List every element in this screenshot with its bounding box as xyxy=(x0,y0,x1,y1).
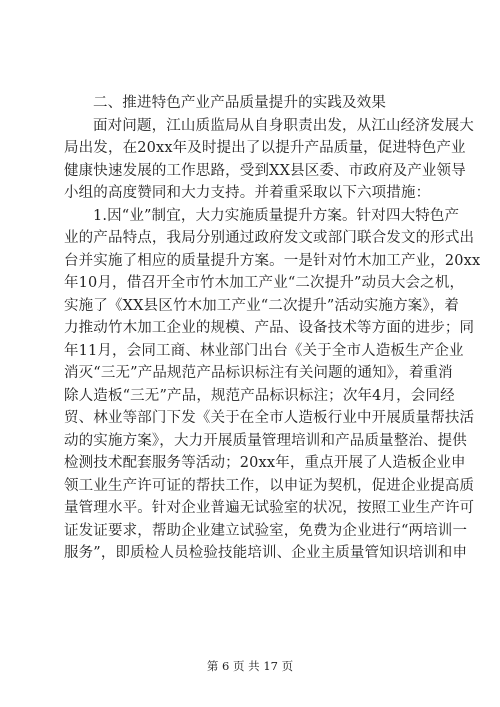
text-line: 力推动竹木加工企业的规模、产品、设备技术等方面的进步；同 xyxy=(64,320,475,336)
text-line: 年10月，借召开全市竹木加工产业“二次提升”动员大会之机， xyxy=(64,275,465,291)
page-footer: 第 6 页 共 17 页 xyxy=(206,659,294,673)
text-line: 除人造板“三无”产品，规范产品标识标注；次年4月，会同经 xyxy=(64,387,455,404)
text-line: 年11月，会同工商、林业部门出台《关于全市人造板生产企业 xyxy=(64,342,464,359)
text-line: 实施了《XX县区竹木加工产业“二次提升”活动实施方案》，着 xyxy=(64,297,460,314)
text-line: 动的实施方案》，大力开展质量管理培训和产品质量整治、提供 xyxy=(64,432,467,449)
text-line: 量管理水平。针对企业普遍无试验室的状况，按照工业生产许可 xyxy=(64,500,475,516)
paragraph-intro xyxy=(64,115,474,205)
text-line: 贸、林业等部门下发《关于在全市人造板行业中开展质量帮扶活 xyxy=(64,410,475,426)
text-line: 1.因“业”制宜，大力实施质量提升方案。针对四大特色产 xyxy=(93,207,460,224)
text-line: 证发证要求，帮助企业建立试验室，免费为企业进行“两培训一 xyxy=(64,522,468,539)
text-line: 小组的高度赞同和大力支持。并着重采取以下六项措施： xyxy=(64,185,431,201)
text-line: 面对问题，江山质监局从自身职责出发，从江山经济发展大 xyxy=(93,117,474,134)
paragraph-measure-1 xyxy=(64,205,481,565)
text-line: 业的产品特点，我局分别通过政府发文或部门联合发文的形式出 xyxy=(64,230,475,246)
text-line: 服务”，即质检人员检验技能培训、企业主质量管知识培训和申 xyxy=(64,545,468,561)
text-line: 消灭“三无”产品规范产品标识标注有关问题的通知》，着重消 xyxy=(64,365,453,381)
text-line: 台并实施了相应的质量提升方案。一是针对竹木加工产业，20xx xyxy=(64,252,481,269)
text-line: 健康快速发展的工作思路，受到XX县区委、市政府及产业领导 xyxy=(64,162,466,179)
text-line: 领工业生产许可证的帮扶工作，以申证为契机，促进企业提高质 xyxy=(64,477,475,494)
section-heading: 二、推进特色产业产品质量提升的实践及效果 xyxy=(93,95,386,111)
text-line: 局出发，在20xx年及时提出了以提升产品质量，促进特色产业 xyxy=(64,140,466,156)
document-body xyxy=(64,92,481,565)
text-line: 检测技术配套服务等活动；20xx年，重点开展了人造板企业申 xyxy=(64,455,466,471)
